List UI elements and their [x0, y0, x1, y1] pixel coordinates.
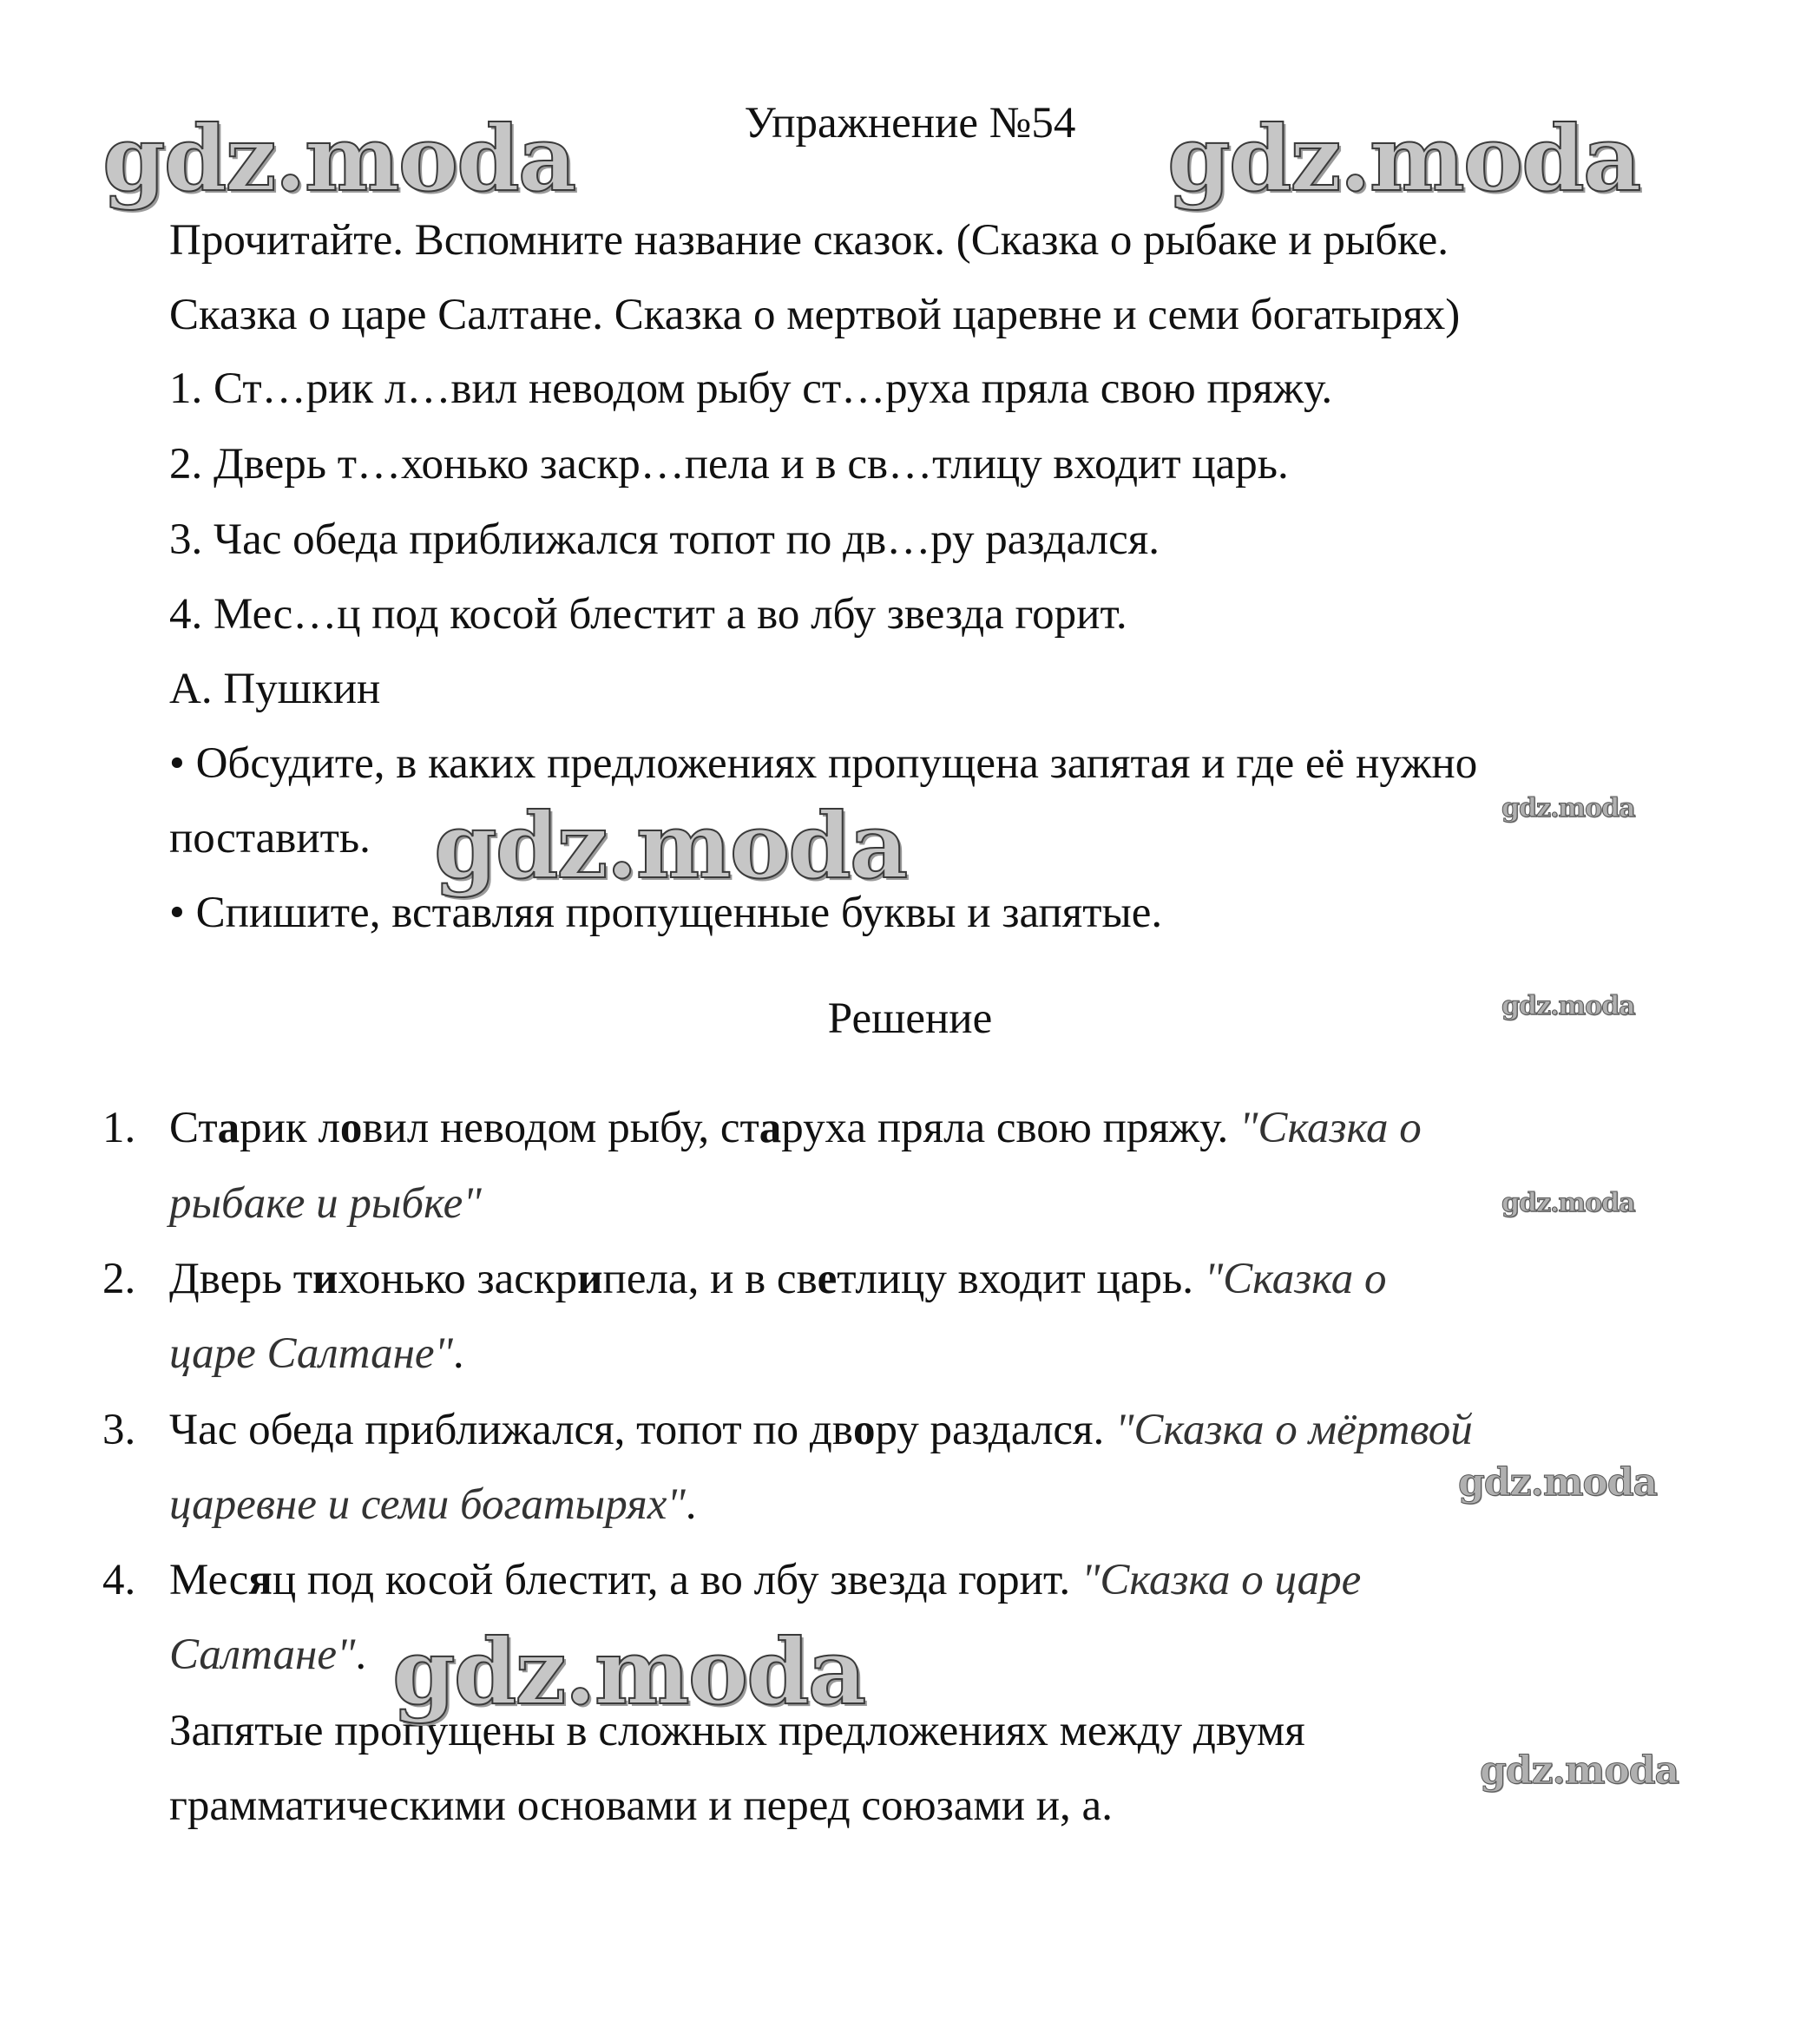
- watermark-logo: gdz.moda: [434, 792, 907, 899]
- solution-number-3: 3.: [102, 1406, 136, 1454]
- solution-item-4-line-1: Месяц под косой блестит, а во лбу звезда горит. "Сказка о царе: [169, 1556, 1362, 1604]
- task-question-2: • Спишите, вставляя пропущенные буквы и запятые.: [169, 889, 1163, 937]
- watermark-logo-small: gdz.moda: [1501, 793, 1635, 823]
- solution-number-1: 1.: [102, 1104, 136, 1152]
- watermark-logo: gdz.moda: [392, 1618, 865, 1725]
- watermark-logo: gdz.moda: [1167, 105, 1640, 212]
- solution-item-2-line-1: Дверь тихонько заскрипела, и в светлицу входит царь. "Сказка о: [169, 1255, 1387, 1303]
- solution-number-2: 2.: [102, 1255, 136, 1303]
- task-intro-line-2: Сказка о царе Салтане. Сказка о мертвой царевне и семи богатырях): [169, 291, 1461, 339]
- solution-item-3-line-2: царевне и семи богатырях".: [169, 1480, 697, 1529]
- task-sentence-1: 1. Ст…рик л…вил неводом рыбу ст…руха пряла свою пряжу.: [169, 364, 1333, 413]
- watermark-logo-small: gdz.moda: [1501, 991, 1635, 1021]
- task-sentence-4: 4. Мес…ц под косой блестит а во лбу звезда горит.: [169, 590, 1127, 639]
- task-sentence-3: 3. Час обеда приближался топот по дв…ру раздался.: [169, 515, 1160, 564]
- task-sentence-2: 2. Дверь т…хонько заскр…пела и в св…тлицу входит царь.: [169, 440, 1289, 489]
- task-question-1a: • Обсудите, в каких предложениях пропущена запятая и где её нужно: [169, 739, 1478, 788]
- task-author: А. Пушкин: [169, 665, 381, 713]
- exercise-title: Упражнение №54: [744, 99, 1076, 148]
- solution-item-4-line-2: Салтане".: [169, 1630, 367, 1679]
- solution-item-3-line-1: Час обеда приближался, топот по двору раздался. "Сказка о мёртвой: [169, 1406, 1473, 1454]
- task-question-1b: поставить.: [169, 814, 371, 863]
- watermark-logo: gdz.moda: [102, 105, 575, 212]
- solution-item-1-line-1: Старик ловил неводом рыбу, старуха пряла свою пряжу. "Сказка о: [169, 1104, 1422, 1152]
- solution-conclusion-line-1: Запятые пропущены в сложных предложениях между двумя: [169, 1707, 1305, 1755]
- solution-heading: Решение: [827, 994, 993, 1043]
- solution-item-1-line-2: рыбаке и рыбке": [169, 1179, 482, 1228]
- solution-item-2-line-2: царе Салтане".: [169, 1329, 464, 1378]
- solution-number-4: 4.: [102, 1556, 136, 1604]
- watermark-logo-small: gdz.moda: [1501, 1188, 1635, 1218]
- task-intro-line-1: Прочитайте. Вспомните название сказок. (Сказка о рыбаке и рыбке.: [169, 216, 1449, 265]
- watermark-logo-small: gdz.moda: [1458, 1460, 1658, 1505]
- watermark-logo-small: gdz.moda: [1480, 1748, 1679, 1793]
- solution-conclusion-line-2: грамматическими основами и перед союзами и, а.: [169, 1781, 1113, 1830]
